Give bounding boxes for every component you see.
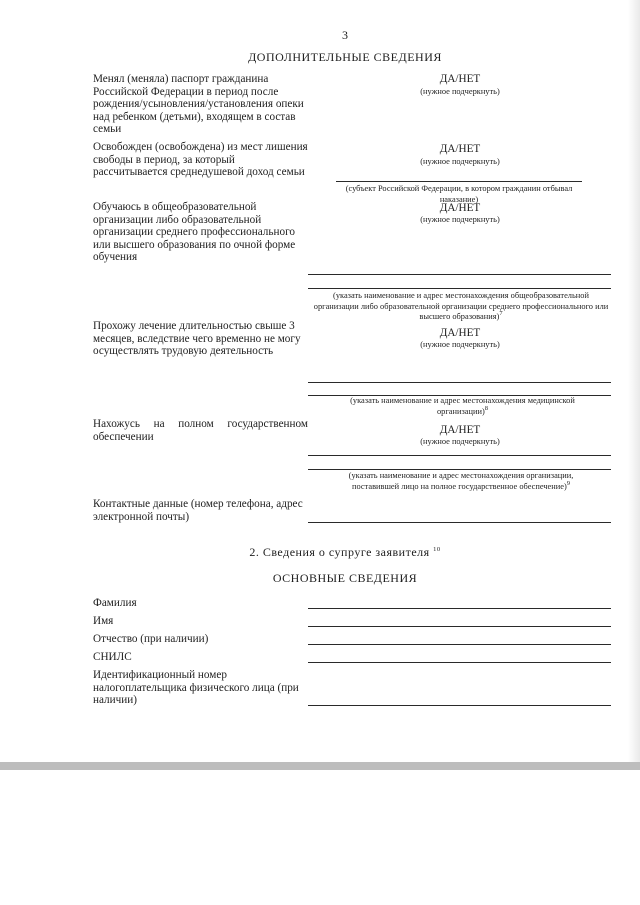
name-label: Имя [93, 615, 114, 627]
studying-line-2[interactable] [308, 288, 611, 289]
treatment-label: Прохожу лечение длительностью свыше 3 месяцев, вследствие чего временно не могу осуществлять трудовую деятельность [93, 320, 301, 358]
passport-hint: (нужное подчеркнуть) [420, 87, 500, 96]
studying-note: (указать наименование и адрес местонахождения общеобразовательной организации либо образовательной организации среднего профессионального или высшего образования)$^7$ [313, 291, 609, 321]
state-support-note: (указать наименование и адрес местонахождения организации, поставившей лицо на полное государственное обеспечение)$^9$ [348, 471, 574, 491]
treatment-yes-no[interactable]: ДА/НЕТ [439, 327, 481, 339]
released-region-note: (субъект Российской Федерации, в котором гражданин отбывал наказание) [345, 184, 573, 204]
contacts-label: Контактные данные (номер телефона, адрес электронной почты) [93, 498, 303, 523]
studying-line-1[interactable] [308, 274, 611, 275]
contacts-line[interactable] [308, 522, 611, 523]
passport-label: Менял (меняла) паспорт гражданина Российской Федерации в период после рождения/усыновления/установления опеки над ребенком (детьми), входящем в состав семьи [93, 73, 304, 136]
treatment-line-1[interactable] [308, 382, 611, 383]
state-support-label: Нахожусь на полном государственном обеспечении [93, 418, 308, 443]
state-support-line-1[interactable] [308, 455, 611, 456]
spouse-subtitle: ОСНОВНЫЕ СВЕДЕНИЯ [272, 571, 418, 585]
patronymic-line[interactable] [308, 644, 611, 645]
state-support-yes-no[interactable]: ДА/НЕТ [439, 424, 481, 436]
section-title: ДОПОЛНИТЕЛЬНЫЕ СВЕДЕНИЯ [248, 50, 442, 64]
state-support-line-2[interactable] [308, 469, 611, 470]
inn-label: Идентификационный номер налогоплательщика физического лица (при наличии) [93, 669, 299, 707]
treatment-hint: (нужное подчеркнуть) [420, 340, 500, 349]
treatment-note: (указать наименование и адрес местонахождения медицинской организации)$^8$ [350, 396, 575, 416]
released-yes-no[interactable]: ДА/НЕТ [439, 143, 481, 155]
snils-label: СНИЛС [93, 651, 132, 663]
studying-hint: (нужное подчеркнуть) [420, 215, 500, 224]
inn-line[interactable] [308, 705, 611, 706]
released-hint: (нужное подчеркнуть) [420, 157, 500, 166]
patronymic-label: Отчество (при наличии) [93, 633, 209, 645]
passport-yes-no[interactable]: ДА/НЕТ [439, 73, 481, 85]
surname-line[interactable] [308, 608, 611, 609]
studying-label: Обучаюсь в общеобразовательной организации либо образовательной организации среднего профессионального или высшего образования по очной форме обучения [93, 201, 296, 264]
page-number: 3 [342, 28, 348, 42]
snils-line[interactable] [308, 662, 611, 663]
page-right-shade [628, 0, 640, 768]
surname-label: Фамилия [93, 597, 137, 609]
page-bottom-edge [0, 762, 640, 770]
studying-yes-no[interactable]: ДА/НЕТ [439, 202, 481, 214]
released-label: Освобожден (освобождена) из мест лишения свободы в период, за который рассчитывается среднедушевой доход семьи [93, 141, 308, 179]
released-region-line[interactable] [336, 181, 582, 182]
state-support-hint: (нужное подчеркнуть) [420, 437, 500, 446]
spouse-section-title: 2. Сведения о супруге заявителя $^{10}$ [249, 545, 441, 559]
name-line[interactable] [308, 626, 611, 627]
